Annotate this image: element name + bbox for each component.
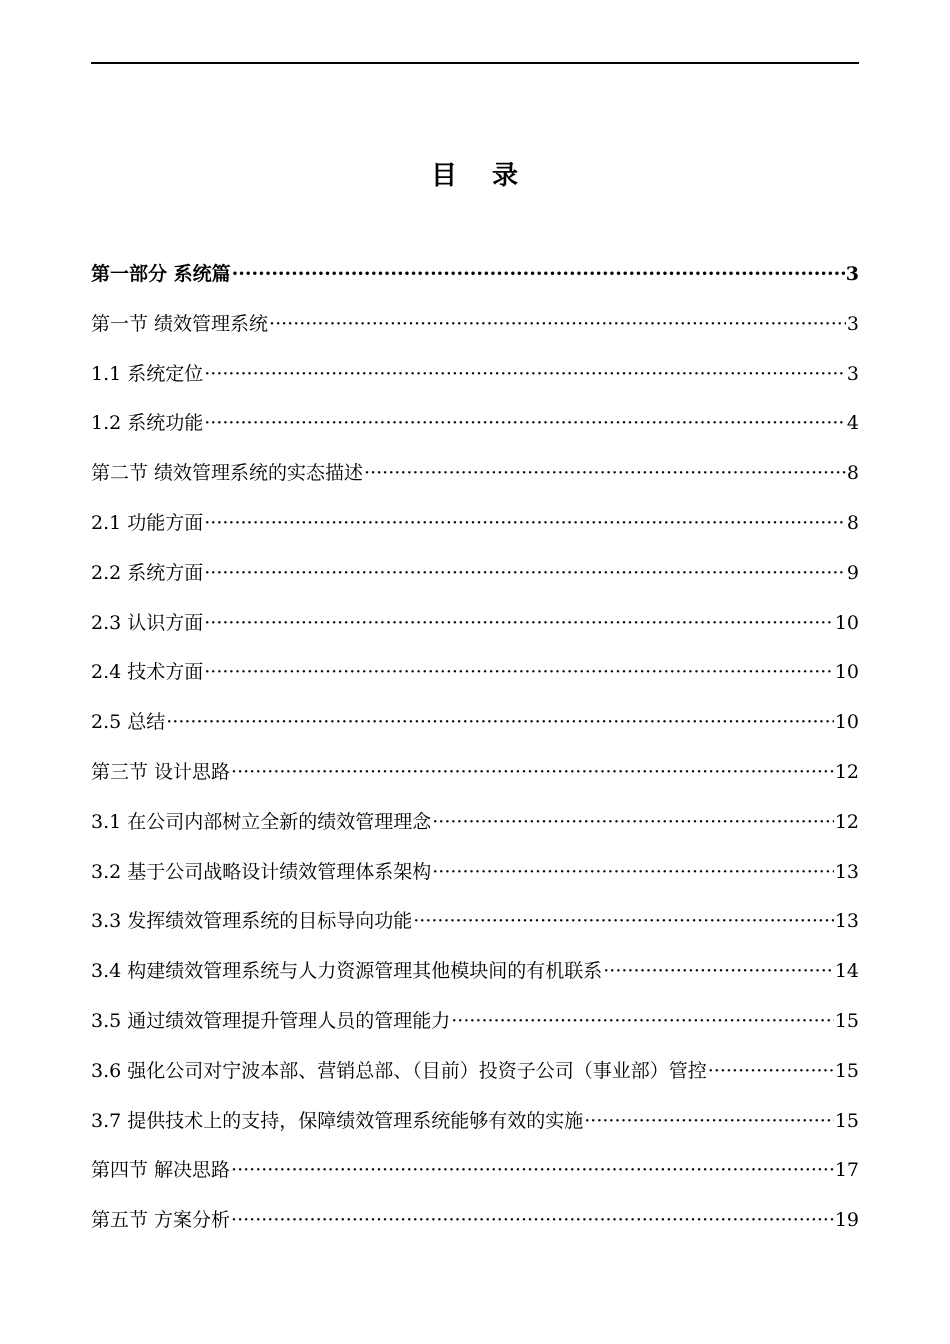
toc-dot-leader <box>432 851 834 893</box>
toc-entry-page-number: 3 <box>846 362 859 385</box>
toc-entry-page-number: 19 <box>834 1209 859 1232</box>
toc-entry-label: 2.3 认识方面 <box>91 611 204 634</box>
toc-entry-label: 3.7 提供技术上的支持，保障绩效管理系统能够有效的实施 <box>91 1109 584 1132</box>
toc-entry[interactable] <box>91 950 859 1000</box>
toc-entry-label: 第四节 解决思路 <box>91 1159 231 1182</box>
toc-entry-page-number: 10 <box>834 611 859 634</box>
toc-entry-page-number: 8 <box>846 462 859 485</box>
toc-dot-leader <box>451 1000 834 1042</box>
toc-entry[interactable] <box>91 552 859 602</box>
toc-entry-page-number: 17 <box>834 1159 859 1182</box>
toc-dot-leader <box>269 303 846 345</box>
toc-dot-leader <box>204 552 846 594</box>
toc-entry-label: 第一节 绩效管理系统 <box>91 312 269 335</box>
toc-entry-page-number: 13 <box>834 860 859 883</box>
toc-entry[interactable] <box>91 452 859 502</box>
toc-entry[interactable] <box>91 900 859 950</box>
toc-dot-leader <box>204 353 846 395</box>
toc-entry-page-number: 10 <box>834 711 859 734</box>
toc-title <box>0 156 950 196</box>
toc-entry[interactable] <box>91 253 859 303</box>
toc-dot-leader <box>204 651 834 693</box>
toc-dot-leader <box>413 900 834 942</box>
table-of-contents <box>91 253 859 1249</box>
toc-dot-leader <box>232 253 845 295</box>
toc-dot-leader <box>231 1199 834 1241</box>
toc-entry-label: 3.5 通过绩效管理提升管理人员的管理能力 <box>91 1009 451 1032</box>
toc-entry-label: 第五节 方案分析 <box>91 1209 231 1232</box>
toc-dot-leader <box>432 801 834 843</box>
toc-entry-page-number: 12 <box>834 810 859 833</box>
toc-entry[interactable] <box>91 651 859 701</box>
toc-entry-label: 2.4 技术方面 <box>91 661 204 684</box>
toc-entry[interactable] <box>91 801 859 851</box>
toc-entry-page-number: 14 <box>834 960 859 983</box>
toc-entry-label: 2.1 功能方面 <box>91 511 204 534</box>
toc-entry-label: 3.3 发挥绩效管理系统的目标导向功能 <box>91 910 413 933</box>
toc-entry[interactable] <box>91 1100 859 1150</box>
toc-dot-leader <box>231 1149 834 1191</box>
toc-entry-page-number: 12 <box>834 760 859 783</box>
toc-entry[interactable] <box>91 1149 859 1199</box>
header-rule <box>91 62 859 64</box>
toc-entry-page-number: 13 <box>834 910 859 933</box>
toc-title-char-2: 录 <box>492 161 520 191</box>
toc-entry-label: 3.1 在公司内部树立全新的绩效管理理念 <box>91 810 432 833</box>
toc-entry-label: 第一部分 系统篇 <box>91 263 231 285</box>
toc-dot-leader <box>204 602 834 644</box>
toc-entry[interactable] <box>91 751 859 801</box>
toc-entry-label: 3.4 构建绩效管理系统与人力资源管理其他模块间的有机联系 <box>91 960 603 983</box>
toc-entry[interactable] <box>91 402 859 452</box>
toc-dot-leader <box>708 1050 834 1092</box>
toc-dot-leader <box>231 751 834 793</box>
toc-entry-page-number: 15 <box>834 1109 859 1132</box>
toc-title-char-1: 目 <box>430 161 458 191</box>
toc-dot-leader <box>364 452 846 494</box>
toc-dot-leader <box>204 402 846 444</box>
toc-entry-page-number: 10 <box>834 661 859 684</box>
toc-entry-label: 2.5 总结 <box>91 711 166 734</box>
toc-entry[interactable] <box>91 851 859 901</box>
toc-entry-label: 1.1 系统定位 <box>91 362 204 385</box>
toc-entry-label: 3.6 强化公司对宁波本部、营销总部、（目前）投资子公司（事业部）管控 <box>91 1059 707 1082</box>
toc-entry-page-number: 4 <box>846 412 859 435</box>
toc-entry-label: 1.2 系统功能 <box>91 412 204 435</box>
toc-dot-leader <box>603 950 834 992</box>
toc-entry-label: 第二节 绩效管理系统的实态描述 <box>91 462 364 485</box>
toc-entry-page-number: 15 <box>834 1009 859 1032</box>
toc-entry[interactable] <box>91 353 859 403</box>
toc-entry-label: 3.2 基于公司战略设计绩效管理体系架构 <box>91 860 432 883</box>
toc-entry[interactable] <box>91 1199 859 1249</box>
toc-entry-page-number: 9 <box>846 561 859 584</box>
toc-entry-page-number: 15 <box>834 1059 859 1082</box>
toc-dot-leader <box>204 502 846 544</box>
toc-entry[interactable] <box>91 1000 859 1050</box>
toc-entry-label: 第三节 设计思路 <box>91 760 231 783</box>
toc-entry-page-number: 3 <box>845 263 859 285</box>
toc-dot-leader <box>584 1100 834 1142</box>
toc-entry[interactable] <box>91 502 859 552</box>
toc-entry-page-number: 8 <box>846 511 859 534</box>
toc-entry[interactable] <box>91 1050 859 1100</box>
toc-entry[interactable] <box>91 602 859 652</box>
toc-entry[interactable] <box>91 303 859 353</box>
toc-entry[interactable] <box>91 701 859 751</box>
toc-entry-label: 2.2 系统方面 <box>91 561 204 584</box>
toc-entry-page-number: 3 <box>846 312 859 335</box>
toc-dot-leader <box>166 701 834 743</box>
